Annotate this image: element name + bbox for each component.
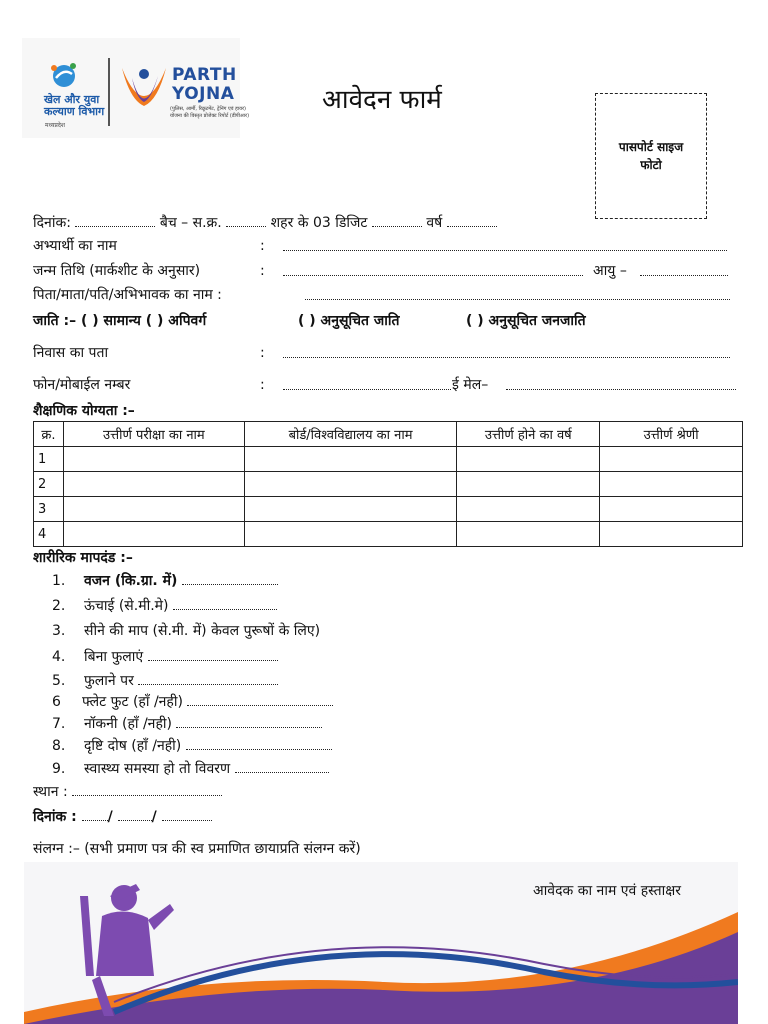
email-field[interactable] [506,377,736,390]
physical-heading: शारीरिक मापदंड :– [33,550,133,566]
guardian-label: पिता/माता/पति/अभिभावक का नाम : [33,287,222,303]
table-cell[interactable] [244,472,457,497]
table-cell[interactable] [63,447,244,472]
education-table [33,421,743,547]
table-cell[interactable] [600,447,743,472]
batch-label: बैच – स.क्र. [159,215,222,231]
col-division: उत्तीर्ण श्रेणी [600,422,743,447]
dept-name: खेल और युवा कल्याण विभाग [44,93,105,118]
city-label: शहर के 03 डिजिट [270,215,368,231]
table-cell[interactable] [63,497,244,522]
dob-colon: : [260,263,265,279]
caste-option-st[interactable]: ( ) अनुसूचित जनजाति [466,313,586,329]
col-exam-name: उत्तीर्ण परीक्षा का नाम [63,422,244,447]
photo-label: पासपोर्ट साइज फोटो [618,140,684,172]
year-field[interactable] [447,214,497,227]
row-number: 2 [34,472,64,497]
physical-item-height: 2. ऊंचाई (से.मी.मे) [52,597,277,615]
physical-item-knock-knee: 7. नॉकनी (हॉं /नही) [52,715,322,733]
parth-yojna-title: PARTH YOJNA [172,65,237,104]
table-cell[interactable] [244,522,457,547]
form-title: आवेदन फार्म [322,85,442,115]
table-row [34,497,743,522]
year-label: वर्ष [426,215,443,231]
table-cell[interactable] [600,522,743,547]
place-label: स्थान : [33,784,68,800]
address-field[interactable] [283,345,730,358]
table-cell[interactable] [457,447,600,472]
dob-label: जन्म तिथि (मार्कशीट के अनुसार) [33,263,201,279]
flat-foot-field[interactable] [187,693,333,706]
dept-state: मध्यप्रदेश [45,122,66,129]
table-cell[interactable] [63,472,244,497]
table-cell[interactable] [457,472,600,497]
unexpanded-field[interactable] [148,648,278,661]
footer-date-label: दिनांक : [33,809,77,825]
physical-item-vision: 8. दृष्टि दोष (हॉं /नही) [52,737,332,755]
table-cell[interactable] [63,522,244,547]
phone-field[interactable] [283,377,451,390]
date-batch-row [33,214,497,232]
physical-item-weight: 1. वजन (कि.ग्रा. में) [52,572,278,590]
table-cell[interactable] [244,497,457,522]
physical-item-expanded: 5. फुलाने पर [52,672,278,690]
name-colon: : [260,238,265,254]
health-field[interactable] [235,760,329,773]
col-board-name: बोर्ड/विश्वविद्यालय का नाम [244,422,457,447]
city-field[interactable] [372,214,422,227]
applicant-signature-label: आवेदक का नाम एवं हस्ताक्षर [533,883,682,899]
table-cell[interactable] [457,497,600,522]
email-label: ई मेल– [452,377,489,393]
sports-dept-emblem-icon [46,60,82,90]
attachment-note: संलग्न :– (सभी प्रमाण पत्र की स्व प्रमाणित छायाप्रति संलग्न करें) [33,841,361,857]
table-cell[interactable] [600,497,743,522]
logo-divider [108,58,110,126]
date-label: दिनांक: [33,215,71,231]
address-label: निवास का पता [33,345,109,361]
row-number: 3 [34,497,64,522]
physical-item-flat-foot: 6 फ्लेट फुट (हॉं /नही) [52,693,333,711]
footer-date-day[interactable] [82,808,108,821]
physical-item-chest: 3. सीने की माप (से.मी. में) केवल पुरूषों के लिए) [52,623,321,639]
dob-field[interactable] [283,263,583,276]
footer-date-month[interactable] [118,808,152,821]
age-field[interactable] [640,263,728,276]
saluting-soldier-icon [66,876,186,1016]
parth-logo-icon [118,60,170,128]
name-label: अभ्यार्थी का नाम [33,238,117,254]
caste-options-general-obc[interactable]: जाति :– ( ) सामान्य ( ) अपिवर्ग [33,313,207,329]
place-field[interactable] [72,783,222,796]
height-field[interactable] [173,597,277,610]
footer-date-year[interactable] [162,808,212,821]
table-row [34,447,743,472]
education-heading: शैक्षणिक योग्यता :– [33,403,135,419]
address-colon: : [260,345,265,361]
age-label: आयु – [593,263,627,279]
batch-field[interactable] [226,214,266,227]
place-row [33,783,222,801]
guardian-field[interactable] [305,287,730,300]
table-row [34,472,743,497]
physical-item-health: 9. स्वास्थ्य समस्या हो तो विवरण [52,760,329,778]
vision-field[interactable] [186,737,332,750]
col-pass-year: उत्तीर्ण होने का वर्ष [457,422,600,447]
physical-item-unexpanded: 4. बिना फुलाएं [52,648,278,666]
education-header-row [34,422,743,447]
table-cell[interactable] [244,447,457,472]
phone-label: फोन/मोबाईल नम्बर [33,377,131,393]
table-row [34,522,743,547]
knock-knee-field[interactable] [176,715,322,728]
table-cell[interactable] [600,472,743,497]
date-field[interactable] [75,214,155,227]
parth-yojna-subtitle: (पुलिस, आर्मी, रिक्रूटमेंट, ट्रेनिंग एवं हायर) योजना की विस्तृत प्रोजेक्ट रिपोर्ट (डीपीआर) [170,106,250,119]
col-serial: क्र. [34,422,64,447]
phone-colon: : [260,377,265,393]
footer-date-row: दिनांक : / / [33,808,212,826]
expanded-field[interactable] [138,672,278,685]
weight-field[interactable] [182,572,278,585]
row-number: 4 [34,522,64,547]
caste-option-sc[interactable]: ( ) अनुसूचित जाति [298,313,400,329]
table-cell[interactable] [457,522,600,547]
name-field[interactable] [283,238,727,251]
row-number: 1 [34,447,64,472]
